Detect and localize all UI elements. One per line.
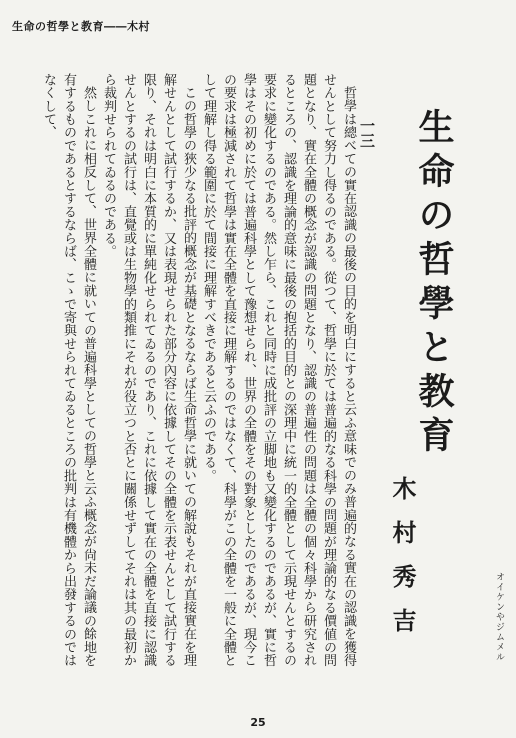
footnote-text: オイケンやジムメル — [494, 572, 504, 662]
page-number: 25 — [250, 716, 266, 729]
section-number: 一三 — [358, 118, 376, 148]
paragraph-2: この哲學の狹少なる批評的概念が基礎となるならば生命哲學に就いての解說もそれが直接實在を理解せんとして試行するか、又は表現せられた部分內容に依據してその全體を示表せんとして試行する限り、それは明白に本質的に單純化せられてゐるのであり、これに依據して實在の全體を直接に認識せんとするの試行は、直覺或は生物學的類推にそれが役立つと否とに關係せずしてそれは其の最初から裁判せられてゐるのである。 — [101, 73, 196, 667]
paragraph-3: 然しこれに相反して、世界全體に就いての普遍科學としての哲學と云ふ概念が尙未だ論議の餘地を有するものであるとするならば、こゝで寄與せられてゐるところの批判は有機體から出發するのではなくして、 — [41, 73, 96, 667]
body-text — [8, 73, 358, 673]
author-name: 木村秀吉 — [388, 476, 417, 652]
running-head: 生命の哲學と教育――木村 — [12, 20, 150, 33]
article-title: 生命の哲學と教育 — [413, 108, 455, 460]
paragraph-1: 哲學は總べての實在認識の最後の目的を明白にすると云ふ意味でのみ普遍的なる實在の認識を獲得せんとして努力し得るのである。從つて、哲學に於ては普遍的なる科學の問題が理論的なる價値の問題となり、實在全體の概念が認識の問題となり、認識の普遍性の問題は全體の個々科學から研究されるところの、認識を理論的意味に最後の抱括的目的との深理中に統一的全體として示現せんとするの要求に變化するのである。然し乍ら、これと同時に成批評の立脚地も又變化するのであるが、實に哲學はその初めに於ては普遍科學として豫想せられ、世界の全體をその對象としたのであるが、現今この要求は極減されて哲學は實在全體を直接に理解するのではなくて、科學がこの全體を一般に全體として理解し得る範圍に於て間接に理解すべきであると云ふのである。 — [201, 73, 356, 667]
